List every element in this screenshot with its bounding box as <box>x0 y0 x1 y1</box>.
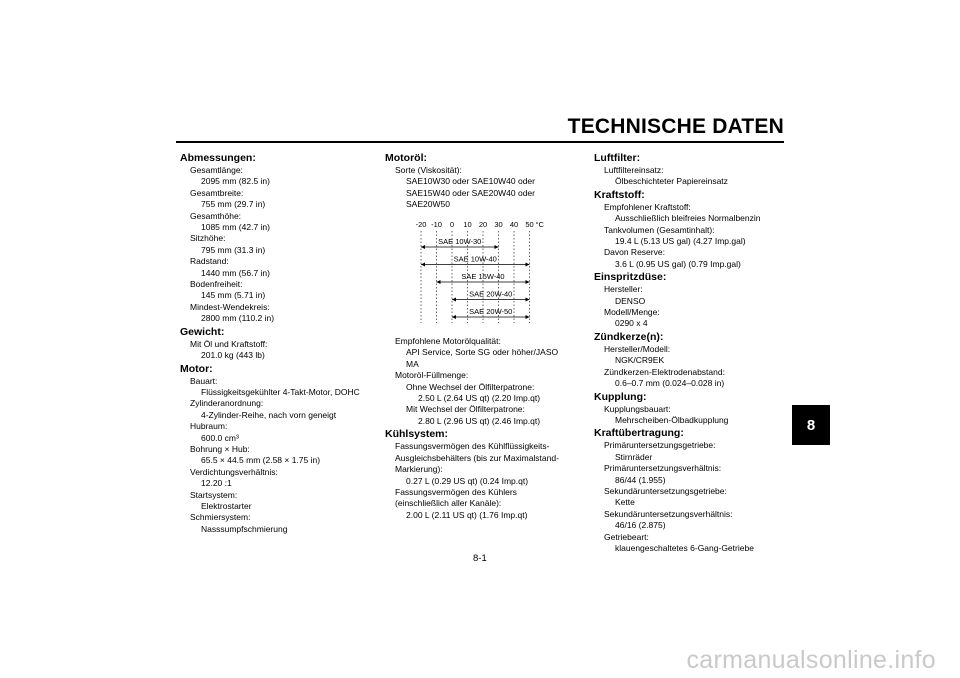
column-2 <box>385 151 580 521</box>
section-heading: Kraftübertragung: <box>594 427 684 440</box>
section-heading: Gewicht: <box>180 325 225 338</box>
temperature-tick-label: -20 <box>415 219 427 229</box>
spec-value: SAE10W30 oder SAE10W40 oder <box>406 176 535 187</box>
spec-value: NGK/CR9EK <box>615 355 665 366</box>
spec-value: 0.27 L (0.29 US qt) (0.24 Imp.qt) <box>406 475 529 486</box>
temperature-tick-label: 40 <box>509 219 519 229</box>
spec-value: Mit Wechsel der Ölfilterpatrone: <box>406 404 525 415</box>
spec-label: Zylinderanordnung: <box>190 398 264 409</box>
spec-value: Flüssigkeitsgekühlter 4-Takt-Motor, DOHC <box>201 386 360 397</box>
spec-label: Bohrung × Hub: <box>190 443 250 454</box>
spec-label: Primäruntersetzungsgetriebe: <box>604 440 716 451</box>
spec-label: Hersteller: <box>604 284 643 295</box>
spec-label: Bodenfreiheit: <box>190 279 243 290</box>
temperature-tick-label: 20 <box>478 219 488 229</box>
oil-grade-label: SAE 20W-50 <box>469 306 513 316</box>
spec-value: 2.80 L (2.96 US qt) (2.46 Imp.qt) <box>418 415 541 426</box>
temperature-unit: °C <box>535 219 544 229</box>
spec-label: (einschließlich aller Kanäle): <box>395 498 502 509</box>
arrow-right-icon <box>526 280 530 284</box>
spec-label: Verdichtungsverhältnis: <box>190 466 278 477</box>
arrow-right-icon <box>526 297 530 301</box>
oil-grade-label: SAE 15W-40 <box>461 271 505 281</box>
arrow-right-icon <box>526 315 530 319</box>
spec-value: Ohne Wechsel der Ölfilterpatrone: <box>406 381 535 392</box>
temperature-tick-label: 0 <box>449 219 455 229</box>
section-heading: Kühlsystem: <box>385 428 449 441</box>
arrow-left-icon <box>437 280 441 284</box>
spec-value: 46/16 (2.875) <box>615 520 666 531</box>
spec-value: 2.50 L (2.64 US qt) (2.20 Imp.qt) <box>418 393 541 404</box>
header-divider <box>176 141 784 143</box>
spec-label: Getriebeart: <box>604 531 649 542</box>
section-heading: Zündkerze(n): <box>594 330 664 343</box>
spec-value: 12.20 :1 <box>201 478 232 489</box>
spec-label: Primäruntersetzungsverhältnis: <box>604 463 722 474</box>
temperature-tick-label: 30 <box>494 219 503 229</box>
arrow-right-icon <box>495 245 499 249</box>
spec-value: 86/44 (1.955) <box>615 474 666 485</box>
spec-value: SAE15W40 oder SAE20W40 oder <box>406 187 535 198</box>
spec-label: Modell/Menge: <box>604 307 660 318</box>
spec-label: Ausgleichsbehälters (bis zur Maximalstand- <box>395 452 559 463</box>
spec-label: Luftfiltereinsatz: <box>604 165 664 175</box>
arrow-left-icon <box>421 245 425 249</box>
spec-label: Hubraum: <box>190 421 228 432</box>
spec-label: Tankvolumen (Gesamtinhalt): <box>604 224 715 235</box>
spec-value: 0290 x 4 <box>615 318 648 329</box>
spec-label: Davon Reserve: <box>604 247 665 258</box>
spec-value: 3.6 L (0.95 US gal) (0.79 Imp.gal) <box>615 258 741 269</box>
spec-value: DENSO <box>615 295 646 306</box>
spec-label: Bauart: <box>190 375 218 386</box>
spec-value: MA <box>406 358 419 369</box>
temperature-tick-label: 10 <box>463 219 472 229</box>
spec-label: Empfohlener Kraftstoff: <box>604 201 691 212</box>
page-number: 8-1 <box>473 553 487 564</box>
spec-label: Zündkerzen-Elektrodenabstand: <box>604 366 725 377</box>
section-heading: Motor: <box>180 362 213 375</box>
spec-value: 795 mm (31.3 in) <box>201 244 266 255</box>
spec-label: Sekundäruntersetzungsgetriebe: <box>604 485 727 496</box>
oil-grade-label: SAE 10W-40 <box>453 254 497 264</box>
spec-value: 2095 mm (82.5 in) <box>201 176 270 187</box>
spec-label: Hersteller/Modell: <box>604 343 671 354</box>
spec-value: 1440 mm (56.7 in) <box>201 267 270 278</box>
spec-label: Kupplungsbauart: <box>604 403 671 414</box>
spec-value: klauengeschaltetes 6-Gang-Getriebe <box>615 542 754 553</box>
spec-value: Elektrostarter <box>201 500 252 511</box>
chapter-tab: 8 <box>792 405 830 445</box>
spec-label: Fassungsvermögen des Kühlflüssigkeits- <box>395 441 550 452</box>
arrow-left-icon <box>452 315 456 319</box>
watermark: carmanualsonline.info <box>686 646 936 674</box>
column-1 <box>180 151 380 535</box>
spec-value: Kette <box>615 497 635 508</box>
spec-value: 2800 mm (110.2 in) <box>201 313 275 324</box>
section-heading: Kraftstoff: <box>594 188 645 201</box>
page-title: TECHNISCHE DATEN <box>567 115 784 138</box>
oil-and-cooling-section <box>385 336 580 521</box>
spec-value: 19.4 L (5.13 US gal) (4.27 Imp.gal) <box>615 236 746 247</box>
spec-value: Ölbeschichteter Papiereinsatz <box>615 176 728 187</box>
section-heading: Kupplung: <box>594 390 647 403</box>
spec-label: Gesamthöhe: <box>190 210 242 221</box>
column-3 <box>594 151 789 554</box>
oil-grade-label: SAE 10W-30 <box>438 236 482 246</box>
arrow-right-icon <box>526 262 530 266</box>
spec-label: Markierung): <box>395 464 443 475</box>
section-heading: Motoröl: <box>385 152 427 164</box>
spec-label: Mit Öl und Kraftstoff: <box>190 338 268 349</box>
section-heading: Abmessungen: <box>180 152 256 164</box>
spec-value: Mehrscheiben-Ölbadkupplung <box>615 414 729 425</box>
section-heading: Einspritzdüse: <box>594 271 667 284</box>
spec-label: Mindest-Wendekreis: <box>190 301 270 312</box>
spec-value: Stirnräder <box>615 451 653 462</box>
spec-value: 201.0 kg (443 lb) <box>201 350 265 361</box>
oil-grade-label: SAE 20W-40 <box>469 289 513 299</box>
spec-label: Sorte (Viskosität): <box>395 165 462 175</box>
spec-value: 755 mm (29.7 in) <box>201 199 266 210</box>
temperature-tick-label: 50 <box>525 219 534 229</box>
oil-viscosity-chart <box>413 219 553 327</box>
spec-label: Sitzhöhe: <box>190 233 226 244</box>
spec-label: Startsystem: <box>190 489 238 500</box>
spec-value: Nasssumpfschmierung <box>201 523 288 534</box>
spec-label: Empfohlene Motorölqualität: <box>395 336 501 347</box>
spec-value: 4-Zylinder-Reihe, nach vorn geneigt <box>201 409 337 420</box>
spec-label: Gesamtbreite: <box>190 187 244 198</box>
spec-value: API Service, Sorte SG oder höher/JASO <box>406 347 559 358</box>
spec-label: Motoröl-Füllmenge: <box>395 370 469 381</box>
arrow-left-icon <box>421 262 425 266</box>
spec-value: SAE20W50 <box>406 199 450 210</box>
spec-value: 1085 mm (42.7 in) <box>201 222 270 233</box>
spec-value: 0.6–0.7 mm (0.024–0.028 in) <box>615 378 725 389</box>
spec-value: Ausschließlich bleifreies Normalbenzin <box>615 213 761 224</box>
spec-value: 145 mm (5.71 in) <box>201 290 266 301</box>
arrow-left-icon <box>452 297 456 301</box>
spec-label: Gesamtlänge: <box>190 165 243 175</box>
spec-value: 600.0 cm³ <box>201 432 239 443</box>
spec-value: 2.00 L (2.11 US qt) (1.76 Imp.qt) <box>406 509 528 520</box>
spec-label: Fassungsvermögen des Kühlers <box>395 486 517 497</box>
temperature-tick-label: -10 <box>431 219 442 229</box>
spec-value: 65.5 × 44.5 mm (2.58 × 1.75 in) <box>201 455 321 466</box>
section-heading: Luftfilter: <box>594 152 641 164</box>
engine-oil-section <box>385 152 580 211</box>
spec-label: Schmiersystem: <box>190 512 251 523</box>
spec-label: Sekundäruntersetzungsverhältnis: <box>604 508 733 519</box>
spec-label: Radstand: <box>190 256 229 267</box>
